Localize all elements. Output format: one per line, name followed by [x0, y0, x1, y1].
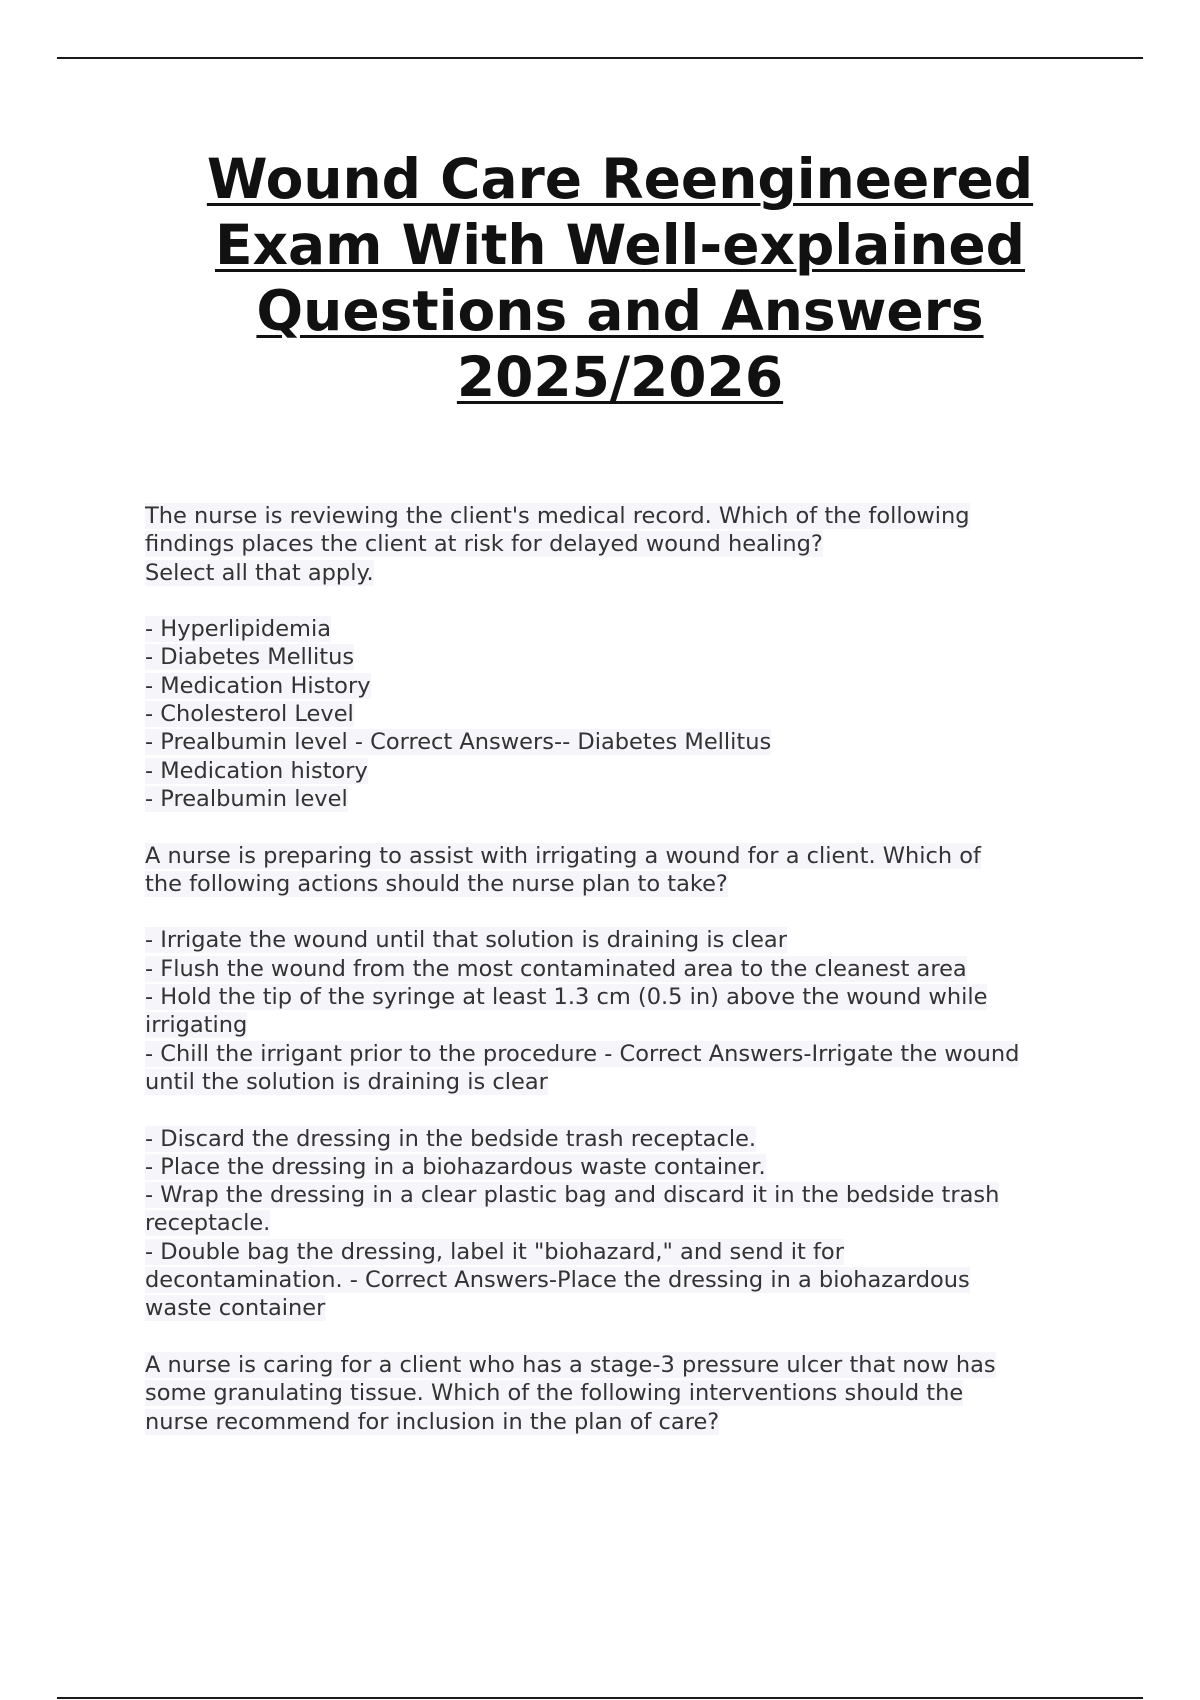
text-line [145, 1068, 1105, 1096]
text-line-content: - Double bag the dressing, label it "biohazard," and send it for [145, 1238, 844, 1265]
text-line-content: findings places the client at risk for delayed wound healing? [145, 531, 823, 558]
text-line [145, 1181, 1105, 1209]
text-line-content: - Place the dressing in a biohazardous waste container. [145, 1153, 766, 1180]
text-line [145, 700, 1105, 728]
text-line [145, 926, 1105, 954]
title-line: Questions and Answers [256, 279, 984, 343]
paragraph [145, 615, 1105, 813]
title-line: Wound Care Reengineered [206, 147, 1034, 211]
text-line [145, 502, 1105, 530]
text-line [145, 1351, 1105, 1379]
text-line [145, 955, 1105, 983]
document-title [130, 146, 1110, 410]
text-line [145, 1294, 1105, 1322]
text-line-content: waste container [145, 1295, 326, 1322]
text-line-content: - Cholesterol Level [145, 701, 354, 728]
text-line [145, 757, 1105, 785]
text-line-content: - Wrap the dressing in a clear plastic bag and discard it in the bedside trash [145, 1182, 1000, 1209]
text-line [145, 672, 1105, 700]
text-line [145, 728, 1105, 756]
text-line-content: receptacle. [145, 1210, 271, 1237]
text-line-content: - Diabetes Mellitus [145, 644, 355, 671]
text-line [145, 1408, 1105, 1436]
text-line [145, 1040, 1105, 1068]
text-line-content: Select all that apply. [145, 559, 374, 586]
text-line [145, 1011, 1105, 1039]
text-line [145, 559, 1105, 587]
text-line [145, 785, 1105, 813]
paragraph [145, 1125, 1105, 1323]
text-line [145, 530, 1105, 558]
text-line [145, 870, 1105, 898]
text-line-content: - Discard the dressing in the bedside trash receptacle. [145, 1125, 757, 1152]
text-line [145, 1238, 1105, 1266]
text-line [145, 983, 1105, 1011]
text-line-content: until the solution is draining is clear [145, 1068, 548, 1095]
text-line-content: - Medication History [145, 672, 371, 699]
text-line-content: - Hold the tip of the syringe at least 1.3 cm (0.5 in) above the wound while [145, 984, 988, 1011]
text-line [145, 1266, 1105, 1294]
text-line [145, 643, 1105, 671]
text-line-content: some granulating tissue. Which of the following interventions should the [145, 1380, 964, 1407]
header-rule [57, 57, 1143, 59]
paragraph [145, 502, 1105, 587]
text-line-content: - Prealbumin level - Correct Answers-- Diabetes Mellitus [145, 729, 772, 756]
text-line-content: the following actions should the nurse plan to take? [145, 870, 728, 897]
text-line-content: - Flush the wound from the most contaminated area to the cleanest area [145, 955, 967, 982]
text-line-content: A nurse is preparing to assist with irrigating a wound for a client. Which of [145, 842, 981, 869]
text-line-content: A nurse is caring for a client who has a stage-3 pressure ulcer that now has [145, 1351, 996, 1378]
title-line: Exam With Well-explained [214, 213, 1026, 277]
title-line: 2025/2026 [456, 345, 784, 409]
text-line-content: - Irrigate the wound until that solution is draining is clear [145, 927, 787, 954]
text-line-content: - Hyperlipidemia [145, 616, 331, 643]
text-line-content: - Chill the irrigant prior to the procedure - Correct Answers-Irrigate the wound [145, 1040, 1020, 1067]
text-line [145, 1379, 1105, 1407]
text-line-content: irrigating [145, 1012, 248, 1039]
text-line [145, 842, 1105, 870]
text-line-content: - Prealbumin level [145, 785, 348, 812]
text-line-content: - Medication history [145, 757, 368, 784]
paragraph [145, 842, 1105, 899]
text-line [145, 1209, 1105, 1237]
text-line-content: nurse recommend for inclusion in the plan of care? [145, 1408, 720, 1435]
text-line-content: decontamination. - Correct Answers-Place the dressing in a biohazardous [145, 1267, 970, 1294]
text-line [145, 1125, 1105, 1153]
document-body [145, 502, 1105, 1464]
text-line [145, 1153, 1105, 1181]
footer-rule [57, 1697, 1143, 1699]
text-line-content: The nurse is reviewing the client's medical record. Which of the following [145, 503, 970, 529]
text-line [145, 615, 1105, 643]
paragraph [145, 926, 1105, 1096]
paragraph [145, 1351, 1105, 1436]
